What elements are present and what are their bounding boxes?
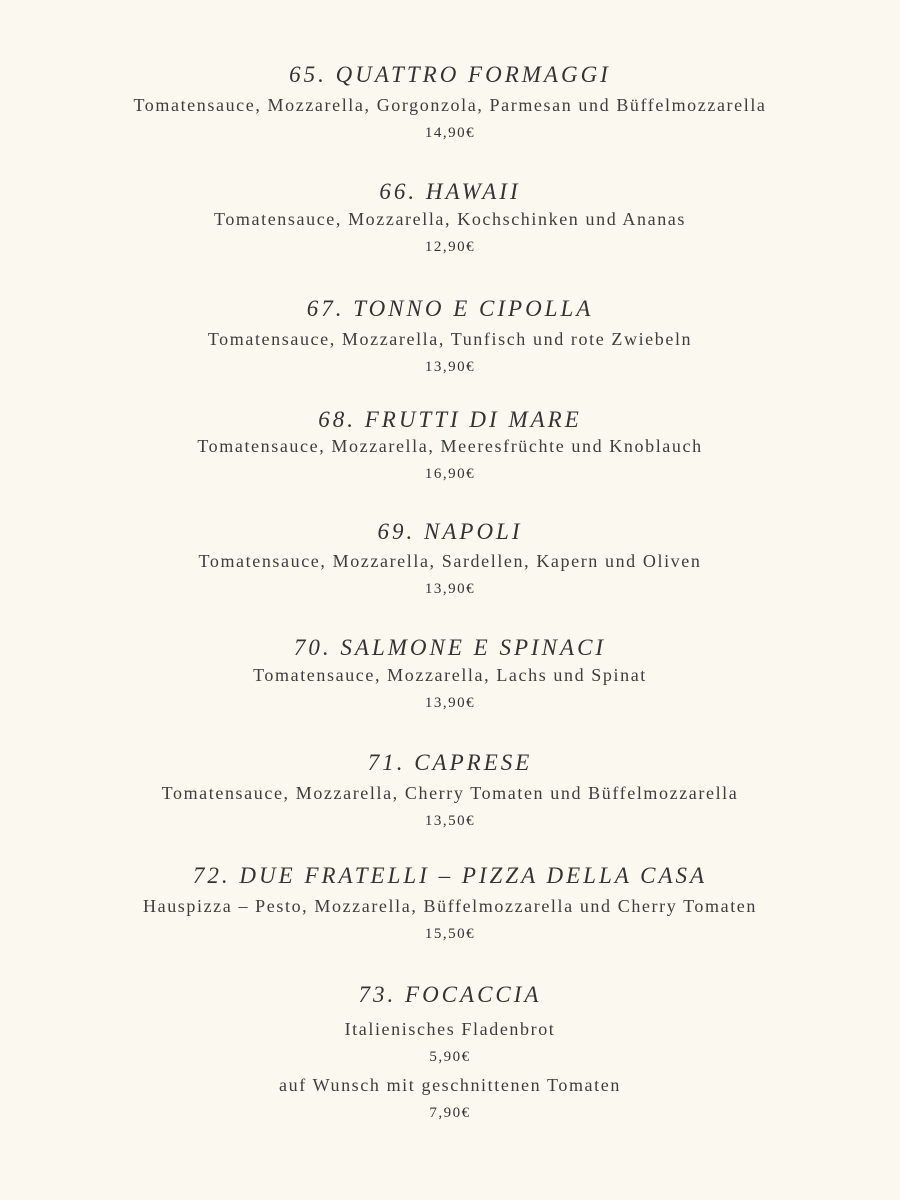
item-title: 72. DUE FRATELLI – PIZZA DELLA CASA: [192, 863, 708, 888]
item-description: Tomatensauce, Mozzarella, Kochschinken und Ananas: [213, 209, 686, 229]
item-price: 13,50€: [424, 813, 476, 829]
item-title: 65. QUATTRO FORMAGGI: [289, 62, 611, 87]
item-title: 66. HAWAII: [379, 179, 521, 204]
item-price: 14,90€: [424, 125, 476, 141]
item-price: 15,50€: [424, 926, 476, 942]
item-title: 70. SALMONE E SPINACI: [293, 635, 607, 660]
item-option-price: 7,90€: [429, 1105, 471, 1121]
item-price: 13,90€: [424, 695, 476, 711]
item-description: Hauspizza – Pesto, Mozzarella, Büffelmozzarella und Cherry Tomaten: [143, 896, 757, 916]
item-title: 69. NAPOLI: [377, 519, 523, 544]
item-option-description: auf Wunsch mit geschnittenen Tomaten: [279, 1075, 621, 1095]
item-description: Tomatensauce, Mozzarella, Gorgonzola, Parmesan und Büffelmozzarella: [133, 95, 767, 115]
item-price: 16,90€: [424, 466, 476, 482]
item-description: Tomatensauce, Mozzarella, Cherry Tomaten und Büffelmozzarella: [161, 783, 739, 803]
item-description: Tomatensauce, Mozzarella, Tunfisch und rote Zwiebeln: [207, 329, 693, 349]
item-price: 13,90€: [424, 359, 476, 375]
item-title: 71. CAPRESE: [367, 750, 533, 775]
item-description: Tomatensauce, Mozzarella, Sardellen, Kapern und Oliven: [198, 551, 702, 571]
item-title: 73. FOCACCIA: [358, 982, 542, 1007]
item-price: 5,90€: [429, 1049, 471, 1065]
item-price: 13,90€: [424, 581, 476, 597]
item-description: Tomatensauce, Mozzarella, Lachs und Spinat: [253, 665, 647, 685]
item-description: Tomatensauce, Mozzarella, Meeresfrüchte und Knoblauch: [197, 436, 703, 456]
item-title: 67. TONNO E CIPOLLA: [306, 296, 594, 321]
item-title: 68. FRUTTI DI MARE: [318, 407, 582, 432]
item-price: 12,90€: [424, 239, 476, 255]
item-description: Italienisches Fladenbrot: [344, 1019, 556, 1039]
